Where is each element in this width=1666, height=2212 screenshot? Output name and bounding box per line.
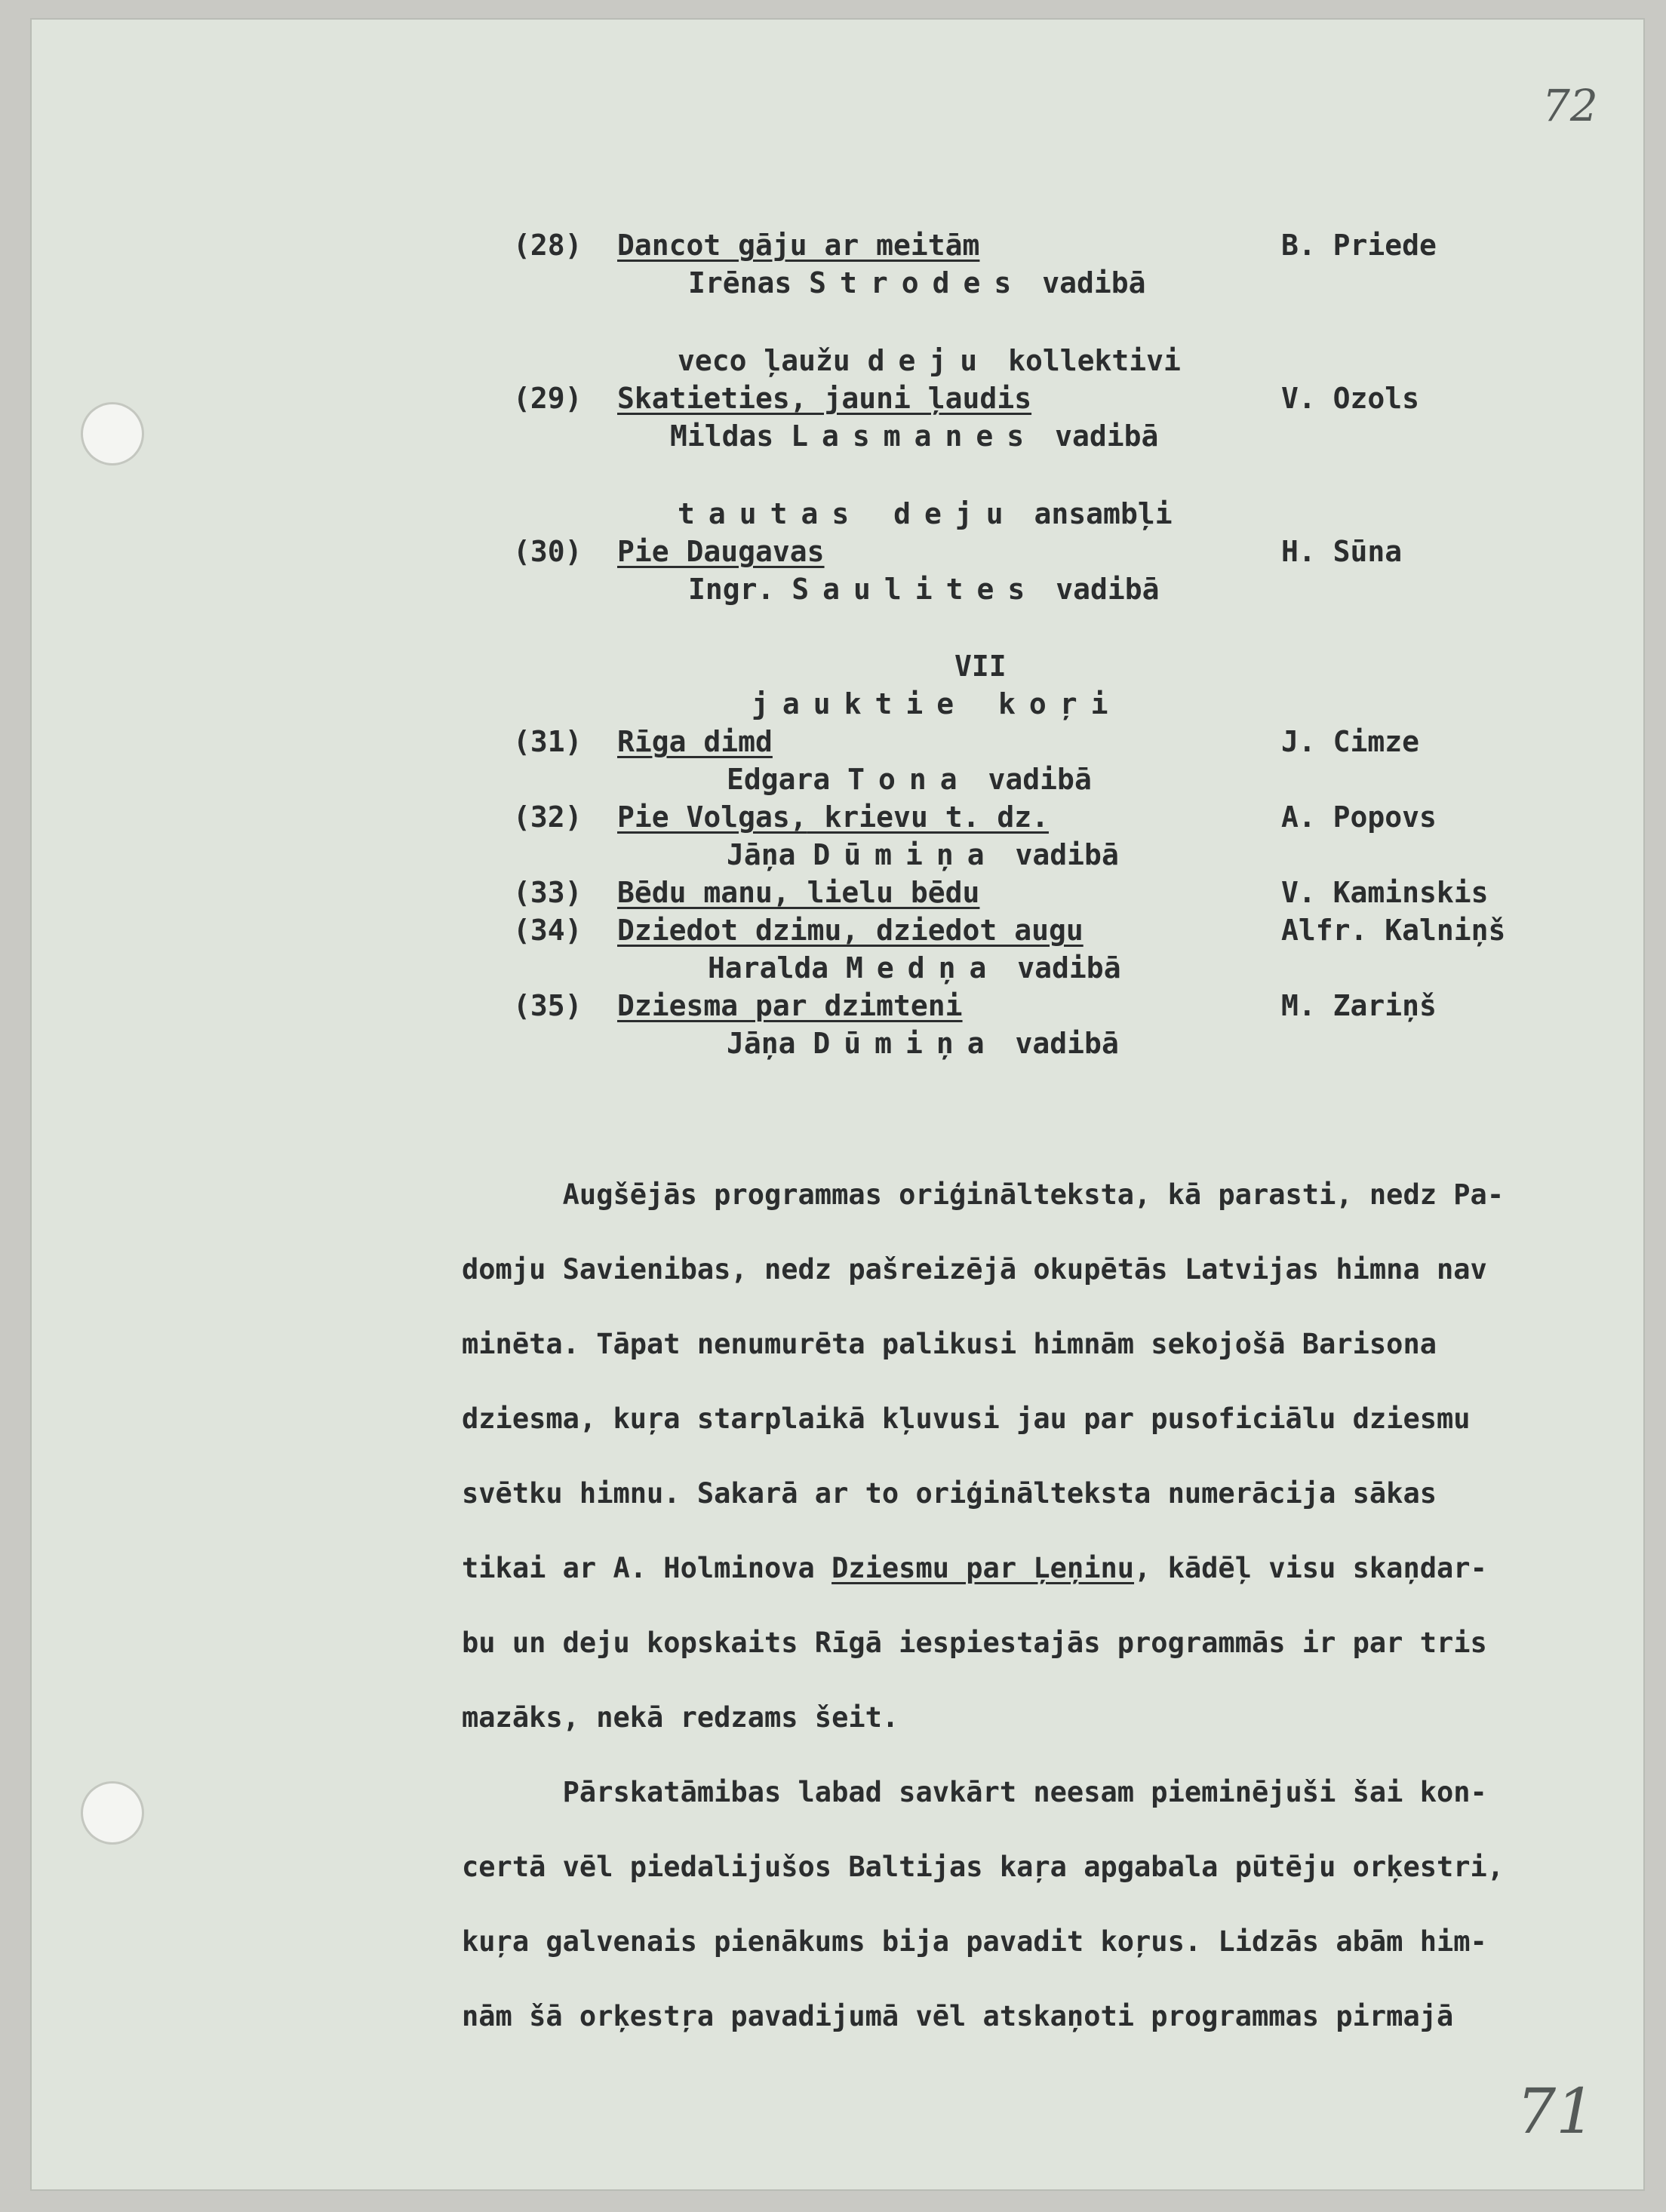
performer-group-spaced: jauktie koŗi [752,687,1122,720]
conductor-line-pre: Ingr. [688,573,792,606]
performer-group-post: ansambļi [1016,497,1173,530]
item-title [617,226,979,264]
punch-hole-top [83,404,142,463]
item-title-note: krievu t. dz. [807,800,1049,834]
conductor-line-spaced: Dūmiņa [813,838,998,871]
item-title-text: Skatieties, jauni ļaudis [617,382,1032,415]
conductor-line [727,836,1119,874]
conductor-line-post: vadibā [1025,266,1146,300]
performer-group [752,685,1122,723]
page-number-top: 72 [1542,80,1598,131]
conductor-line [688,264,1145,302]
conductor-line-spaced: Tona [847,763,971,796]
paragraph-1-line: mazāks, nekā redzams šeit. [462,1701,899,1734]
conductor-line-spaced: Strodes [809,266,1025,300]
conductor-line-post: vadibā [997,838,1119,871]
item-title [617,533,825,570]
item-number: (33) [513,876,582,909]
commentary-text [462,1157,1624,2054]
item-number: (29) [513,382,582,415]
paragraph-1-line: bu un deju kopskaits Rīgā iespiestajās programmās ir par tris [462,1627,1487,1659]
performer-group-spaced: tautas deju [678,497,1017,530]
conductor-line [708,949,1121,987]
item-number: (34) [513,914,582,947]
conductor-line-post: vadibā [1000,951,1121,985]
item-composer: B. Priede [1281,229,1437,262]
document-page [30,18,1645,2191]
section-heading: VII [954,650,1007,683]
item-title-text: Pie Volgas, [617,800,807,834]
item-title-text: Dziedot dzimu, dziedot augu [617,914,1084,947]
performer-group-spaced: deju [867,344,991,377]
item-title-text: Dziesma par dzimteni [617,989,963,1022]
item-title [617,379,1031,417]
performer-group-post: kollektivi [991,344,1181,377]
item-title [617,723,773,760]
paragraph-1-line [462,1531,1624,1605]
item-title-text: Bēdu manu, lielu bēdu [617,876,980,909]
conductor-line-pre: Edgara [727,763,848,796]
conductor-line-spaced: Saulites [792,573,1039,606]
conductor-line-pre: Haralda [708,951,847,985]
performer-group-pre: veco ļaužu [678,344,868,377]
paragraph-1-line: minēta. Tāpat nenumurēta palikusi himnām sekojošā Barisona [462,1328,1437,1360]
page-number-bottom: 71 [1517,2076,1596,2148]
conductor-line-spaced: Lasmanes [791,419,1038,453]
item-title [617,911,1084,949]
paragraph-1-line: dziesma, kuŗa starplaikā kļuvusi jau par pusoficiālu dziesmu [462,1402,1471,1435]
conductor-line [727,760,1092,798]
conductor-line-pre: Jāņa [727,838,813,871]
conductor-line [727,1025,1119,1062]
paragraph-2-line: nām šā orķestŗa pavadijumā vēl atskaņoti programmas pirmajā [462,2000,1454,2032]
item-title [617,798,1049,836]
conductor-line-pre: Irēnas [688,266,810,300]
conductor-line-pre: Jāņa [727,1027,813,1060]
item-number: (30) [513,535,582,568]
item-composer: V. Ozols [1281,382,1420,415]
line-text: tikai ar A. Holminova [462,1552,832,1584]
paragraph-2-line: Pārskatāmibas labad savkārt neesam pieminējuši šai kon- [462,1776,1487,1808]
item-composer: Alfr. Kalniņš [1281,914,1506,947]
paragraph-1-line: svētku himnu. Sakarā ar to oriģinālteksta numerācija sākas [462,1477,1437,1510]
item-composer: V. Kaminskis [1281,876,1489,909]
item-title [617,987,963,1025]
conductor-line-pre: Mildas [670,419,792,453]
item-number: (35) [513,989,582,1022]
conductor-line [670,417,1158,455]
paragraph-2-line: certā vēl piedalijušos Baltijas kaŗa apgabala pūtēju orķestri, [462,1851,1505,1883]
paragraph-1-line: Augšējās programmas oriģinālteksta, kā parasti, nedz Pa- [462,1178,1505,1211]
conductor-line-post: vadibā [970,763,1092,796]
item-composer: J. Cimze [1281,725,1420,758]
conductor-line-post: vadibā [997,1027,1119,1060]
performer-group [678,495,1173,533]
item-composer: A. Popovs [1281,800,1437,834]
paragraph-1 [462,1157,1624,1755]
item-number: (31) [513,725,582,758]
conductor-line-spaced: Dūmiņa [813,1027,998,1060]
paragraph-2-line: kuŗa galvenais pienākums bija pavadit koŗus. Lidzās abām him- [462,1925,1487,1958]
item-number: (32) [513,800,582,834]
item-title [617,874,979,911]
punch-hole-bottom [83,1783,142,1842]
item-composer: H. Sūna [1281,535,1403,568]
conductor-line-post: vadibā [1037,419,1159,453]
performer-group [678,342,1181,379]
underlined-title: Dziesmu par Ļeņinu [831,1552,1135,1584]
conductor-line [688,570,1159,608]
line-text: , kādēļ visu skaņdar- [1134,1552,1487,1584]
conductor-line-post: vadibā [1038,573,1160,606]
item-composer: M. Zariņš [1281,989,1437,1022]
paragraph-1-line: domju Savienibas, nedz pašreizējā okupētās Latvijas himna nav [462,1253,1487,1286]
item-number: (28) [513,229,582,262]
item-title-text: Rīga dimd [617,725,773,758]
item-title-text: Pie Daugavas [617,535,825,568]
item-title-text: Dancot gāju ar meitām [617,229,980,262]
paragraph-2 [462,1755,1624,2054]
conductor-line-spaced: Medņa [846,951,1001,985]
